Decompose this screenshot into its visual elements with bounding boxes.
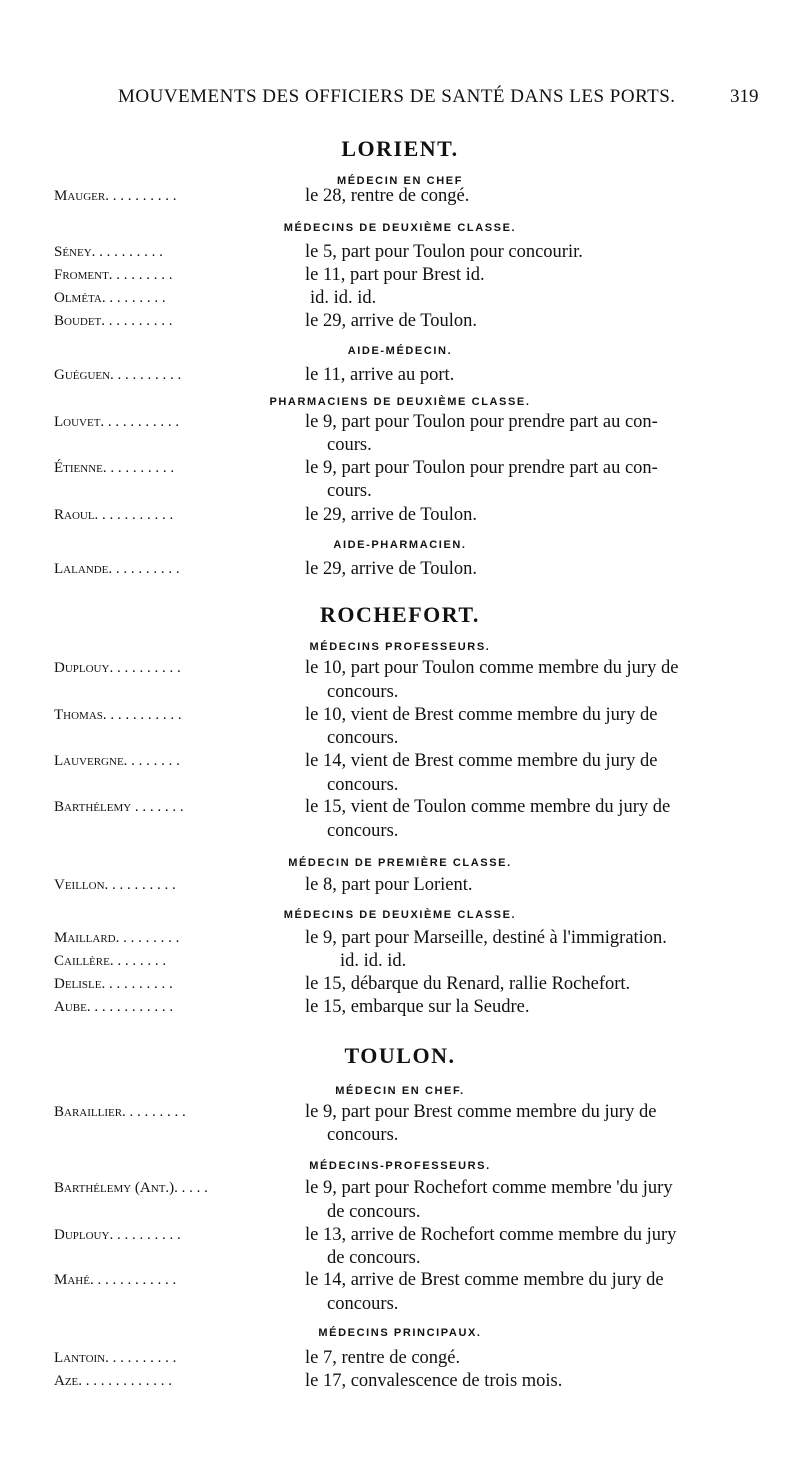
subheading-medecins-professeurs: MÉDECINS-PROFESSEURS. <box>309 1160 491 1172</box>
entry-name: Guéguen. . . . . . . . . . <box>54 367 182 383</box>
page-header-title: MOUVEMENTS DES OFFICIERS DE SANTÉ DANS LES PORTS. <box>118 86 676 107</box>
entry-text: le 9, part pour Toulon pour prendre part au con- <box>305 412 658 432</box>
entry-text: le 9, part pour Marseille, destiné à l'immigration. <box>305 928 667 948</box>
entry-name: Duplouy. . . . . . . . . . <box>54 660 181 676</box>
entry-name: Barthélemy . . . . . . . <box>54 799 184 815</box>
subheading-medecin-premiere-classe: MÉDECIN DE PREMIÈRE CLASSE. <box>288 857 512 869</box>
entry-text: le 10, part pour Toulon comme membre du jury de <box>305 658 679 678</box>
entry-name: Louvet. . . . . . . . . . . <box>54 414 180 430</box>
entry-name: Barthélemy (Ant.). . . . . <box>54 1180 208 1196</box>
page-number: 319 <box>730 86 759 107</box>
entry-name: Delisle. . . . . . . . . . <box>54 976 173 992</box>
entry-text: le 15, débarque du Renard, rallie Rochefort. <box>305 974 631 994</box>
section-title-toulon: TOULON. <box>344 1043 456 1068</box>
entry-name: Lalande. . . . . . . . . . <box>54 561 180 577</box>
entry-continuation: concours. <box>327 728 399 748</box>
entry-name: Aze. . . . . . . . . . . . . <box>54 1373 173 1389</box>
entry-text: le 29, arrive de Toulon. <box>305 559 478 579</box>
entry-text: id. id. id. <box>310 288 377 308</box>
running-header <box>0 86 800 116</box>
entry-text: le 15, vient de Toulon comme membre du jury de <box>305 797 671 817</box>
entry-continuation: concours. <box>327 682 399 702</box>
entry-continuation: concours. <box>327 1125 399 1145</box>
entry-name: Maillard. . . . . . . . . <box>54 930 180 946</box>
entry-name: Mahé. . . . . . . . . . . . <box>54 1272 177 1288</box>
section-title-rochefort: ROCHEFORT. <box>320 602 480 627</box>
entry-text: le 17, convalescence de trois mois. <box>305 1371 563 1391</box>
entry-text: le 5, part pour Toulon pour concourir. <box>305 242 583 262</box>
entry-text: le 13, arrive de Rochefort comme membre du jury <box>305 1225 677 1245</box>
entry-name: Lantoin. . . . . . . . . . <box>54 1350 177 1366</box>
entry-text: le 7, rentre de congé. <box>305 1348 461 1368</box>
entry-text: id. id. id. <box>340 951 407 971</box>
subheading-aide-medecin: AIDE-MÉDECIN. <box>347 345 453 357</box>
entry-text: le 14, arrive de Brest comme membre du jury de <box>305 1270 664 1290</box>
entry-text: le 29, arrive de Toulon. <box>305 311 478 331</box>
entry-text: le 9, part pour Rochefort comme membre 'du jury <box>305 1178 673 1198</box>
entry-name: Étienne. . . . . . . . . . <box>54 460 175 476</box>
entry-continuation: de concours. <box>327 1248 421 1268</box>
entry-continuation: de concours. <box>327 1202 421 1222</box>
entry-name: Froment. . . . . . . . . <box>54 267 173 283</box>
entry-name: Duplouy. . . . . . . . . . <box>54 1227 181 1243</box>
entry-text: le 9, part pour Toulon pour prendre part au con- <box>305 458 658 478</box>
entry-name: Séney. . . . . . . . . . <box>54 244 163 260</box>
entry-name: Lauvergne. . . . . . . . <box>54 753 180 769</box>
subheading-medecins-principaux: MÉDECINS PRINCIPAUX. <box>318 1327 482 1339</box>
entry-continuation: concours. <box>327 1294 399 1314</box>
subheading-medecins-deuxieme-classe: MÉDECINS DE DEUXIÈME CLASSE. <box>283 909 517 921</box>
entry-name: Thomas. . . . . . . . . . . <box>54 707 182 723</box>
entry-name: Mauger. . . . . . . . . . <box>54 188 177 204</box>
entry-text: le 11, part pour Brest id. <box>305 265 485 285</box>
entry-name: Olméta. . . . . . . . . <box>54 290 166 306</box>
section-title-lorient: LORIENT. <box>341 136 459 161</box>
subheading-pharmaciens-deuxieme-classe: PHARMACIENS DE DEUXIÈME CLASSE. <box>269 396 531 408</box>
entry-text: le 8, part pour Lorient. <box>305 875 473 895</box>
entry-text: le 15, embarque sur la Seudre. <box>305 997 530 1017</box>
entry-name: Aube. . . . . . . . . . . . <box>54 999 174 1015</box>
entry-text: le 10, vient de Brest comme membre du jury de <box>305 705 658 725</box>
entry-name: Raoul. . . . . . . . . . . <box>54 507 174 523</box>
entry-continuation: cours. <box>327 481 372 501</box>
entry-name: Baraillier. . . . . . . . . <box>54 1104 186 1120</box>
subheading-medecins-deuxieme-classe: MÉDECINS DE DEUXIÈME CLASSE. <box>283 222 517 234</box>
entry-name: Caillère. . . . . . . . <box>54 953 167 969</box>
entry-continuation: cours. <box>327 435 372 455</box>
subheading-medecin-en-chef: MÉDECIN EN CHEF <box>336 175 464 187</box>
entry-text: le 28, rentre de congé. <box>305 186 470 206</box>
entry-text: le 11, arrive au port. <box>305 365 455 385</box>
subheading-medecin-en-chef: MÉDECIN EN CHEF. <box>335 1085 465 1097</box>
entry-continuation: concours. <box>327 775 399 795</box>
entry-text: le 29, arrive de Toulon. <box>305 505 478 525</box>
entry-text: le 9, part pour Brest comme membre du jury de <box>305 1102 657 1122</box>
subheading-aide-pharmacien: AIDE-PHARMACIEN. <box>333 539 467 551</box>
subheading-medecins-professeurs: MÉDECINS PROFESSEURS. <box>309 641 491 653</box>
entry-continuation: concours. <box>327 821 399 841</box>
entry-text: le 14, vient de Brest comme membre du jury de <box>305 751 658 771</box>
entry-name: Veillon. . . . . . . . . . <box>54 877 176 893</box>
entry-name: Boudet. . . . . . . . . . <box>54 313 173 329</box>
